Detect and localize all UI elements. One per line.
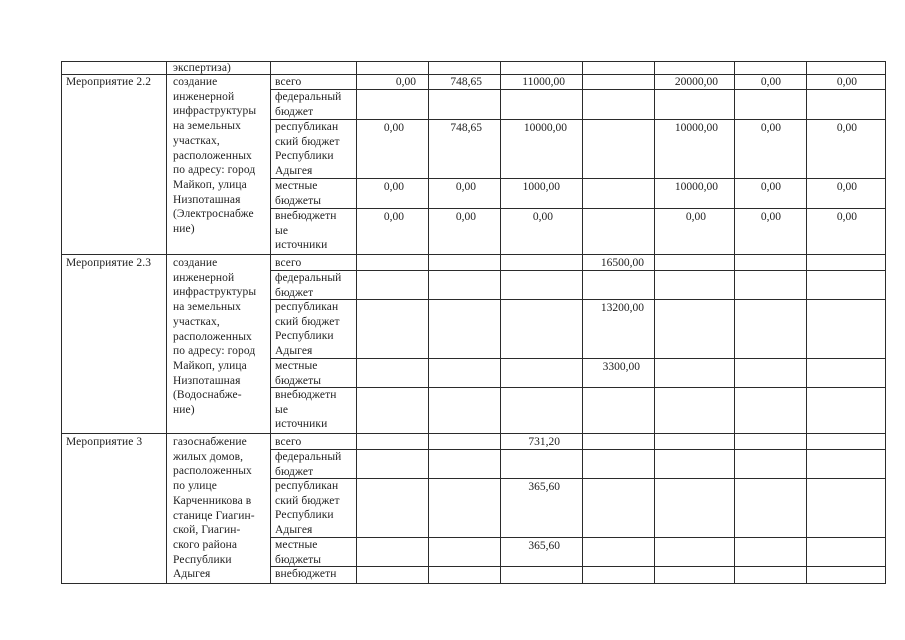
value-cell: 0,00 [836,76,857,88]
funding-source: внебюджетн ые источники [275,210,337,252]
continued-description: экспертиза) [173,62,231,74]
event-description: газоснабжение жилых домов, расположенных по улице Карченникова в станице Гиагин- ской, Гиагин- ского района Республики Адыгея [173,436,255,581]
table-line [270,537,885,538]
table-line [61,583,885,584]
table-line [270,61,271,584]
event-description: создание инженерной инфраструктуры на земельных участках, расположенных по адресу: город Майкоп, улица Низпоташная (Электроснабже ние) [173,76,257,236]
value-cell: 0,00 [836,211,857,223]
table-line [734,61,735,584]
value-cell: 20000,00 [674,76,718,88]
table-line [582,61,583,584]
table-line [270,178,885,179]
table-line [61,433,885,434]
value-cell: 10000,00 [674,122,718,134]
funding-source: республикан ский бюджет Республики Адыгея [275,480,340,537]
table-line [166,61,167,584]
value-cell: 3300,00 [602,361,640,373]
table-line [270,89,885,90]
funding-source: местные бюджеты [275,539,322,566]
event-name: Мероприятие 3 [66,436,143,448]
value-cell: 10000,00 [523,122,567,134]
value-cell: 748,65 [450,122,482,134]
funding-source: республикан ский бюджет Республики Адыгея [275,121,340,178]
funding-source: местные бюджеты [275,180,322,207]
value-cell: 0,00 [455,181,476,193]
table-line [270,566,885,567]
table-line [61,61,62,584]
event-name: Мероприятие 2.3 [66,257,152,269]
value-cell: 0,00 [760,122,781,134]
funding-source: федеральный бюджет [275,451,342,478]
value-cell: 748,65 [450,76,482,88]
event-name: Мероприятие 2.2 [66,76,152,88]
table-line [428,61,429,584]
table-line [270,270,885,271]
value-cell: 365,60 [528,540,560,552]
table-line [270,358,885,359]
funding-source: внебюджетн [275,568,337,580]
funding-source: всего [275,436,302,448]
value-cell: 1000,00 [522,181,560,193]
value-cell: 731,20 [528,436,560,448]
value-cell: 16500,00 [600,257,644,269]
value-cell: 13200,00 [600,302,644,314]
value-cell: 0,00 [760,76,781,88]
value-cell: 0,00 [383,122,404,134]
value-cell: 0,00 [532,211,553,223]
funding-source: республикан ский бюджет Республики Адыгея [275,301,340,358]
value-cell: 365,60 [528,481,560,493]
value-cell: 0,00 [383,211,404,223]
table-line [356,61,357,584]
value-cell: 0,00 [383,181,404,193]
table-line [270,299,885,300]
value-cell: 0,00 [760,211,781,223]
table-line [270,119,885,120]
value-cell: 10000,00 [674,181,718,193]
value-cell: 0,00 [395,76,416,88]
funding-source: федеральный бюджет [275,91,342,118]
table-line [806,61,807,584]
table-line [270,387,885,388]
value-cell: 0,00 [455,211,476,223]
table-line [270,449,885,450]
event-description: создание инженерной инфраструктуры на земельных участках, расположенных по адресу: город Майкоп, улица Низпоташная (Водоснабже- ние) [173,257,257,417]
table-line [270,208,885,209]
value-cell: 0,00 [685,211,706,223]
table-line [500,61,501,584]
table-line [61,254,885,255]
funding-source: местные бюджеты [275,360,322,387]
funding-source: внебюджетн ые источники [275,389,337,431]
table-line [885,61,886,584]
table-line [654,61,655,584]
funding-source: федеральный бюджет [275,272,342,299]
value-cell: 0,00 [836,122,857,134]
funding-source: всего [275,76,302,88]
value-cell: 0,00 [836,181,857,193]
value-cell: 0,00 [760,181,781,193]
table-line [270,478,885,479]
value-cell: 11000,00 [522,76,565,88]
funding-source: всего [275,257,302,269]
